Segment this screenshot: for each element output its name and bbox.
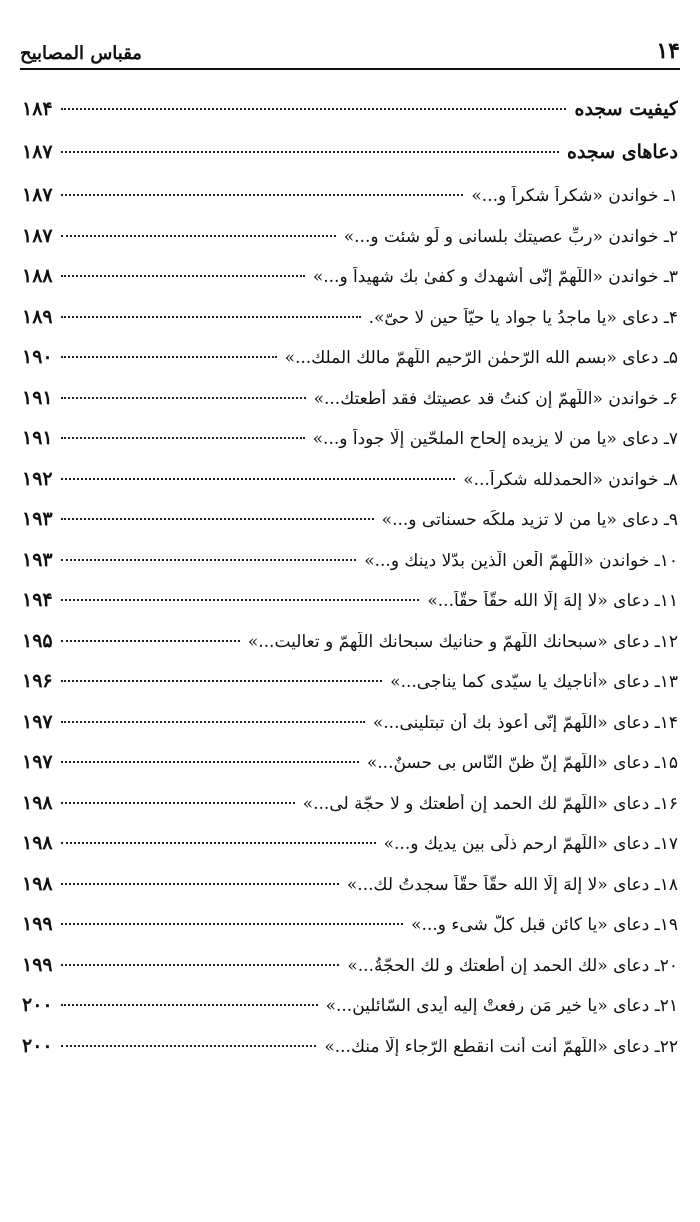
toc-entry-title: ۱۹ـ دعای «یا کائن قبل کلّ شیء و...» bbox=[411, 915, 678, 935]
toc-entry-title: ۲۱ـ دعای «یا خیر مَن رفعتْ إلیه أیدی السّائلین...» bbox=[325, 996, 678, 1016]
toc-entry-title: ۹ـ دعای «یا من لا تزید ملکَه حسناتی و...» bbox=[381, 510, 678, 530]
dot-leader bbox=[61, 1004, 318, 1006]
toc-entry-page: ۱۹۴ bbox=[22, 589, 53, 611]
toc-entry bbox=[22, 265, 678, 306]
toc-entry-page: ۱۹۷ bbox=[22, 710, 53, 733]
toc-entry bbox=[22, 225, 678, 266]
dot-leader bbox=[61, 397, 306, 399]
toc-entry-page: ۱۸۸ bbox=[22, 265, 53, 287]
page-number: ۱۴ bbox=[656, 38, 680, 64]
dot-leader bbox=[61, 151, 559, 153]
toc-entry bbox=[22, 427, 678, 468]
toc-entry-title: ۱۱ـ دعای «لا إلهَ إلّا الله حقّاً حقّاً...» bbox=[427, 591, 678, 611]
toc-entry bbox=[22, 751, 678, 792]
dot-leader bbox=[61, 761, 359, 763]
dot-leader bbox=[61, 356, 277, 358]
dot-leader bbox=[61, 923, 404, 925]
toc-entry-page: ۱۸۷ bbox=[22, 184, 53, 206]
toc-entry-title: ۱۳ـ دعای «أناجیك یا سیّدی کما یناجی...» bbox=[390, 672, 678, 692]
dot-leader bbox=[61, 275, 305, 277]
toc-entry bbox=[22, 792, 678, 833]
toc-entry-title: ۵ـ دعای «بسم الله الرّحمٰن الرّحیم اللّهمّ مالك الملك...» bbox=[284, 348, 678, 368]
dot-leader bbox=[61, 316, 361, 318]
toc-entry-title: ۳ـ خواندن «اللّهمّ إنّی أُشهدك و کفیٰ بك شهیداً و...» bbox=[312, 267, 678, 287]
toc-entry bbox=[22, 184, 678, 225]
dot-leader bbox=[61, 235, 336, 237]
toc-entry-page: ۱۹۱ bbox=[22, 427, 53, 449]
toc-entry-title: ۲ـ خواندن «ربِّ عصیتك بلسانی و لَو شئت و...» bbox=[343, 226, 678, 247]
toc-entry bbox=[22, 873, 678, 914]
toc-entry-page: ۱۹۷ bbox=[22, 751, 53, 773]
toc-entry-title: دعاهای سجده bbox=[567, 141, 678, 163]
toc-entry-page: ۱۹۸ bbox=[22, 791, 53, 814]
toc-entry bbox=[22, 913, 678, 954]
dot-leader bbox=[61, 478, 456, 480]
dot-leader bbox=[61, 964, 340, 966]
dot-leader bbox=[61, 518, 374, 520]
dot-leader bbox=[61, 108, 567, 110]
toc-entry-page: ۱۹۹ bbox=[22, 913, 53, 935]
page-header bbox=[20, 30, 680, 70]
toc-entry bbox=[22, 468, 678, 509]
dot-leader bbox=[61, 883, 339, 885]
toc-entry-page: ۲۰۰ bbox=[22, 1034, 53, 1057]
dot-leader bbox=[61, 437, 305, 439]
toc-entry-title: ۱۲ـ دعای «سبحانك اللّهمّ و حنانیك سبحانك اللّهمّ و تعالیت...» bbox=[247, 631, 678, 652]
running-title: مقباس المصابیح bbox=[20, 43, 142, 64]
toc-entry bbox=[22, 832, 678, 873]
toc-entry-page: ۱۸۷ bbox=[22, 141, 53, 163]
toc-entry bbox=[22, 670, 678, 711]
toc-entry-page: ۱۹۲ bbox=[22, 467, 53, 490]
toc-entry-title: ۷ـ دعای «یا من لا یزیده إلحاح الملحّین إلّا جوداً و...» bbox=[312, 429, 678, 449]
toc-entry-title: ۱۸ـ دعای «لا إلهَ إلّا الله حقّاً حقّاً سجدتُ لك...» bbox=[346, 874, 678, 895]
toc-entry bbox=[22, 346, 678, 387]
toc-entry-title: ۲۰ـ دعای «لك الحمد إن أطعتك و لك الحجّةُ...» bbox=[347, 955, 678, 976]
toc-entry-title: ۲۲ـ دعای «اللّهمّ أنت أنت انقطع الرّجاء إلّا منك...» bbox=[324, 1036, 678, 1057]
toc-entry-page: ۲۰۰ bbox=[22, 994, 53, 1016]
toc-entry-page: ۱۹۸ bbox=[22, 872, 53, 895]
toc-entry-title: ۱۶ـ دعای «اللّهمّ لك الحمد إن أطعتك و لا حجّة لی...» bbox=[302, 793, 678, 814]
toc-entry-title: ۱۴ـ دعای «اللّهمّ إنّی أعوذ بك أن تبتلینی...» bbox=[372, 712, 678, 733]
dot-leader bbox=[61, 559, 357, 561]
toc-entry-title: ۶ـ خواندن «اللّهمّ إن کنتُ قد عصیتك فقد أطعتك...» bbox=[313, 388, 678, 409]
toc-entry-title: ۱ـ خواندن «شکراً شکراً و...» bbox=[471, 186, 678, 206]
dot-leader bbox=[61, 680, 383, 682]
toc-entry-page: ۱۸۹ bbox=[22, 305, 53, 328]
dot-leader bbox=[61, 1045, 317, 1047]
toc-section-heading bbox=[22, 98, 678, 141]
toc-entry-page: ۱۹۵ bbox=[22, 629, 53, 652]
dot-leader bbox=[61, 640, 240, 642]
toc-entry-page: ۱۸۷ bbox=[22, 224, 53, 247]
toc-entry-title: کیفیت سجده bbox=[574, 98, 678, 120]
toc-section-heading bbox=[22, 141, 678, 184]
toc-entry bbox=[22, 994, 678, 1035]
toc-entry bbox=[22, 954, 678, 995]
toc-entry-page: ۱۹۰ bbox=[22, 346, 53, 368]
toc-entry-title: ۴ـ دعای «یا ماجدُ یا جواد یا حیّاً حین لا حیّ». bbox=[368, 307, 678, 328]
toc-entry bbox=[22, 1035, 678, 1076]
toc-entry bbox=[22, 387, 678, 428]
table-of-contents bbox=[22, 98, 678, 1075]
toc-entry bbox=[22, 508, 678, 549]
dot-leader bbox=[61, 599, 420, 601]
dot-leader bbox=[61, 842, 376, 844]
toc-entry bbox=[22, 630, 678, 671]
toc-entry-title: ۸ـ خواندن «الحمدلله شکراً...» bbox=[463, 469, 678, 490]
toc-entry bbox=[22, 306, 678, 347]
toc-entry-page: ۱۹۳ bbox=[22, 548, 53, 571]
toc-entry bbox=[22, 589, 678, 630]
dot-leader bbox=[61, 721, 365, 723]
toc-entry-title: ۱۵ـ دعای «اللّهمّ إنّ ظنّ النّاس بی حسنٌ...» bbox=[366, 753, 678, 773]
dot-leader bbox=[61, 802, 295, 804]
toc-entry-page: ۱۹۸ bbox=[22, 832, 53, 854]
toc-entry-page: ۱۹۱ bbox=[22, 386, 53, 409]
toc-entry-page: ۱۹۶ bbox=[22, 670, 53, 692]
toc-entry bbox=[22, 711, 678, 752]
toc-entry-title: ۱۷ـ دعای «اللّهمّ ارحم ذلّی بین یدیك و...» bbox=[383, 834, 678, 854]
toc-entry-page: ۱۸۴ bbox=[22, 98, 53, 120]
toc-entry-title: ۱۰ـ خواندن «اللّهمّ الْعن الّذین بدّلا دینك و...» bbox=[364, 550, 678, 571]
toc-entry-page: ۱۹۳ bbox=[22, 508, 53, 530]
toc-entry bbox=[22, 549, 678, 590]
dot-leader bbox=[61, 194, 464, 196]
toc-entry-page: ۱۹۹ bbox=[22, 953, 53, 976]
